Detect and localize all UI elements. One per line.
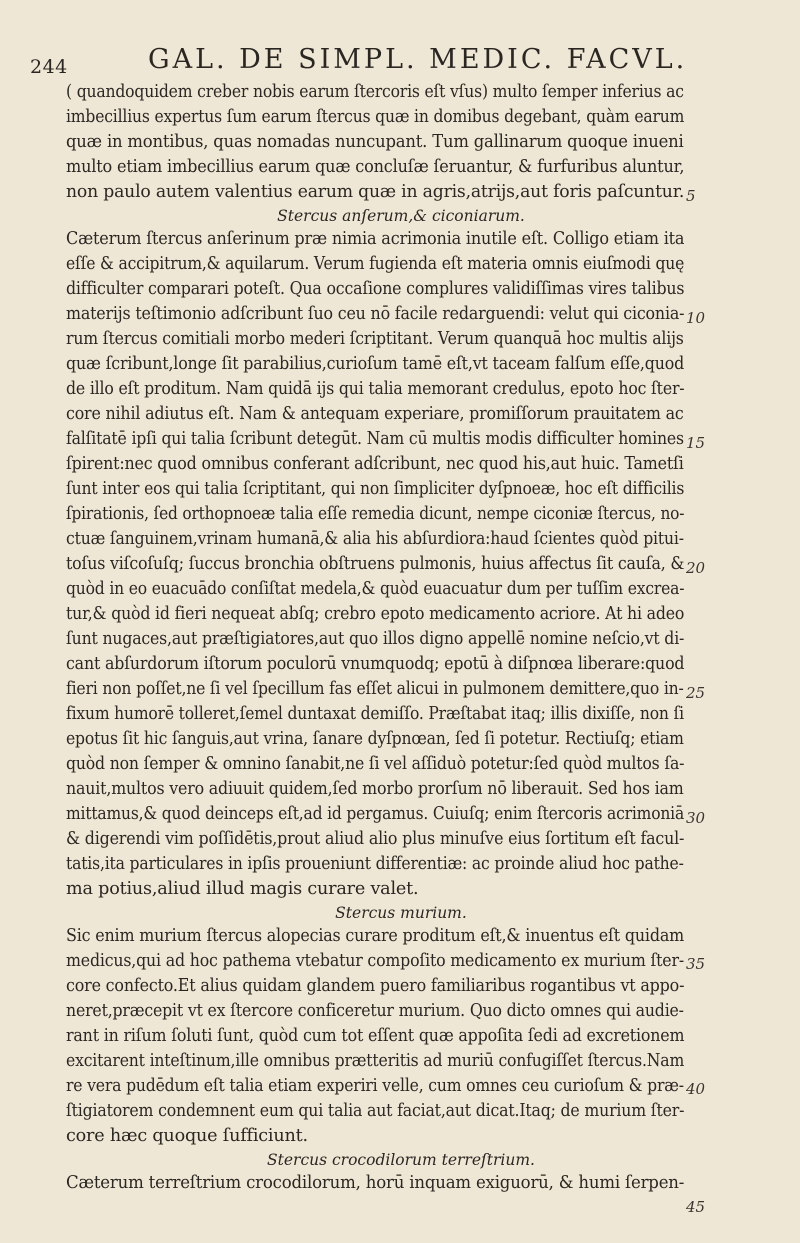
margin-line-number: 40 (686, 1080, 706, 1098)
text-line: eſſe & accipitrum,& aquilarum. Verum fugienda eſt materia omnis eiuſmodi quę (66, 254, 685, 274)
text-line: Sic enim murium ſtercus alopecias curare proditum eſt,& inuentus eſt quidam (66, 926, 685, 946)
text-line: fieri non poſſet,ne ſi vel ſpecillum fas eſſet alicui in pulmonem demittere,quo in- (66, 679, 684, 699)
section-heading: Stercus crocodilorum terreſtrium. (267, 1151, 535, 1169)
text-line: quòd in eo euacuādo conſiſtat medela,& quòd euacuatur dum per tuſſim excrea- (66, 579, 685, 599)
text-line: Cæterum terreſtrium crocodilorum, horū inquam exiguorū, & humi ſerpen- (66, 1173, 685, 1193)
text-line: rant in riſum ſoluti ſunt, quòd cum tot eſſent quæ appoſita ſedi ad excretionem (66, 1026, 685, 1046)
running-title: GAL. DE SIMPL. MEDIC. FACVL. (148, 44, 688, 75)
text-line: de illo eſt proditum. Nam quidā ijs qui talia memorant credulus, epoto hoc ſter- (66, 379, 685, 399)
margin-line-number: 5 (686, 187, 696, 205)
margin-line-number: 35 (686, 955, 706, 973)
text-line: fixum humorē tolleret,ſemel duntaxat demiſſo. Præſtabat itaq; illis dixiſſe, non ſi (66, 704, 684, 724)
text-line: materijs teſtimonio adſcribunt ſuo ceu nō facile redarguendi: velut qui ciconia- (66, 304, 685, 324)
text-line: medicus,qui ad hoc pathema vtebatur compoſito medicamento ex murium ſter- (66, 951, 684, 971)
text-line: toſus viſcoſuſq; ſuccus bronchia obſtruens pulmonis, huius affectus ſit cauſa, & (66, 554, 685, 574)
margin-line-number: 15 (686, 434, 706, 452)
text-line: imbecillius expertus ſum earum ſtercus quæ in domibus degebant, quàm earum (66, 107, 685, 127)
margin-line-number: 45 (686, 1198, 706, 1216)
margin-line-number: 10 (686, 309, 706, 327)
section-heading: Stercus anſerum,& ciconiarum. (277, 207, 525, 225)
text-line: core nihil adiutus eſt. Nam & antequam experiare, promiſſorum prauitatem ac (66, 404, 684, 424)
text-line: difficulter comparari poteſt. Qua occaſione complures validiſſimas vires talibus (66, 279, 685, 299)
text-line: Cæterum ſtercus anſerinum præ nimia acrimonia inutile eſt. Colligo etiam ita (66, 229, 685, 249)
text-line: ctuæ ſanguinem,vrinam humanā,& alia his abſurdiora:haud ſcientes quòd pitui- (66, 529, 684, 549)
text-line: mittamus,& quod deinceps eſt,ad id pergamus. Cuiuſq; enim ſtercoris acrimoniā (66, 804, 685, 824)
text-line: tur,& quòd id fieri nequeat abſq; crebro epoto medicamento acriore. At hi adeo (66, 604, 685, 624)
section-heading: Stercus murium. (335, 904, 467, 922)
text-line: ma potius,aliud illud magis curare valet. (66, 879, 419, 899)
text-line: falſitatē ipſi qui talia ſcribunt detegūt. Nam cū multis modis difficulter homines (66, 429, 684, 449)
text-line: ſtigiatorem condemnent eum qui talia aut faciat,aut dicat.Itaq; de murium ſter- (66, 1101, 685, 1121)
text-line: ſpirent:nec quod omnibus conferant adſcribunt, nec quod his,aut huic. Tametſi (66, 454, 684, 474)
text-line: ſpirationis, ſed orthopnoeæ talia eſſe remedia dicunt, nempe ciconiæ ſtercus, no- (66, 504, 685, 524)
text-line: re vera pudēdum eſt talia etiam experiri velle, cum omnes ceu curioſum & præ- (66, 1076, 684, 1096)
text-line: multo etiam imbecillius earum quæ concluſæ ſeruantur, & furfuribus aluntur, (66, 157, 685, 177)
text-line: quæ ſcribunt,longe ſit parabilius,curioſum tamē eſt,vt taceam falſum eſſe,quod (66, 354, 685, 374)
page-number: 244 (30, 56, 68, 78)
text-line: core hæc quoque ſufficiunt. (66, 1126, 308, 1146)
text-line: ſunt inter eos qui talia ſcriptitant, qui non ſimpliciter dyſpnoeæ, hoc eſt difficilis (66, 479, 685, 499)
text-line: quæ in montibus, quas nomadas nuncupant. Tum gallinarum quoque inueni (66, 132, 684, 152)
text-line: excitarent inteſtinum,ille omnibus prætteritis ad muriū confugiſſet ſtercus.Nam (66, 1051, 685, 1071)
text-line: cant abſurdorum iſtorum poculorū vnumquodq; epotū à diſpnœa liberare:quod (66, 654, 685, 674)
text-line: core confecto.Et alius quidam glandem puero familiaribus rogantibus vt appo- (66, 976, 685, 996)
text-column (66, 80, 736, 1196)
margin-line-number: 20 (686, 559, 706, 577)
text-line: epotus ſit hic ſanguis,aut vrina, ſanare dyſpnœan, ſed ſi potetur. Rectiuſq; etiam (66, 729, 684, 749)
text-line: nauit,multos vero adiuuit quidem,ſed morbo prorſum nō liberauit. Sed hos iam (66, 779, 684, 799)
text-line: tatis,ita particulares in ipſis proueniunt differentiæ: ac proinde aliud hoc pathe- (66, 854, 684, 874)
text-line: & digerendi vim poſſidētis,prout aliud alio plus minuſve eius ſortitum eſt facul- (66, 829, 685, 849)
text-line: rum ſtercus comitiali morbo mederi ſcriptitant. Verum quanquā hoc multis alijs (66, 329, 684, 349)
text-line: ſunt nugaces,aut præſtigiatores,aut quo illos digno appellē nomine neſcio,vt di- (66, 629, 685, 649)
text-line: ( quandoquidem creber nobis earum ſtercoris eſt vſus) multo ſemper inferius ac (66, 82, 684, 102)
text-line: neret,præcepit vt ex ſtercore conficeretur murium. Quo dicto omnes qui audie- (66, 1001, 684, 1021)
margin-line-number: 25 (686, 684, 706, 702)
text-line: quòd non ſemper & omnino ſanabit,ne ſi vel aſſiduò potetur:ſed quòd multos ſa- (66, 754, 685, 774)
margin-line-number: 30 (686, 809, 706, 827)
text-line: non paulo autem valentius earum quæ in agris,atrijs,aut foris paſcuntur. (66, 182, 685, 202)
